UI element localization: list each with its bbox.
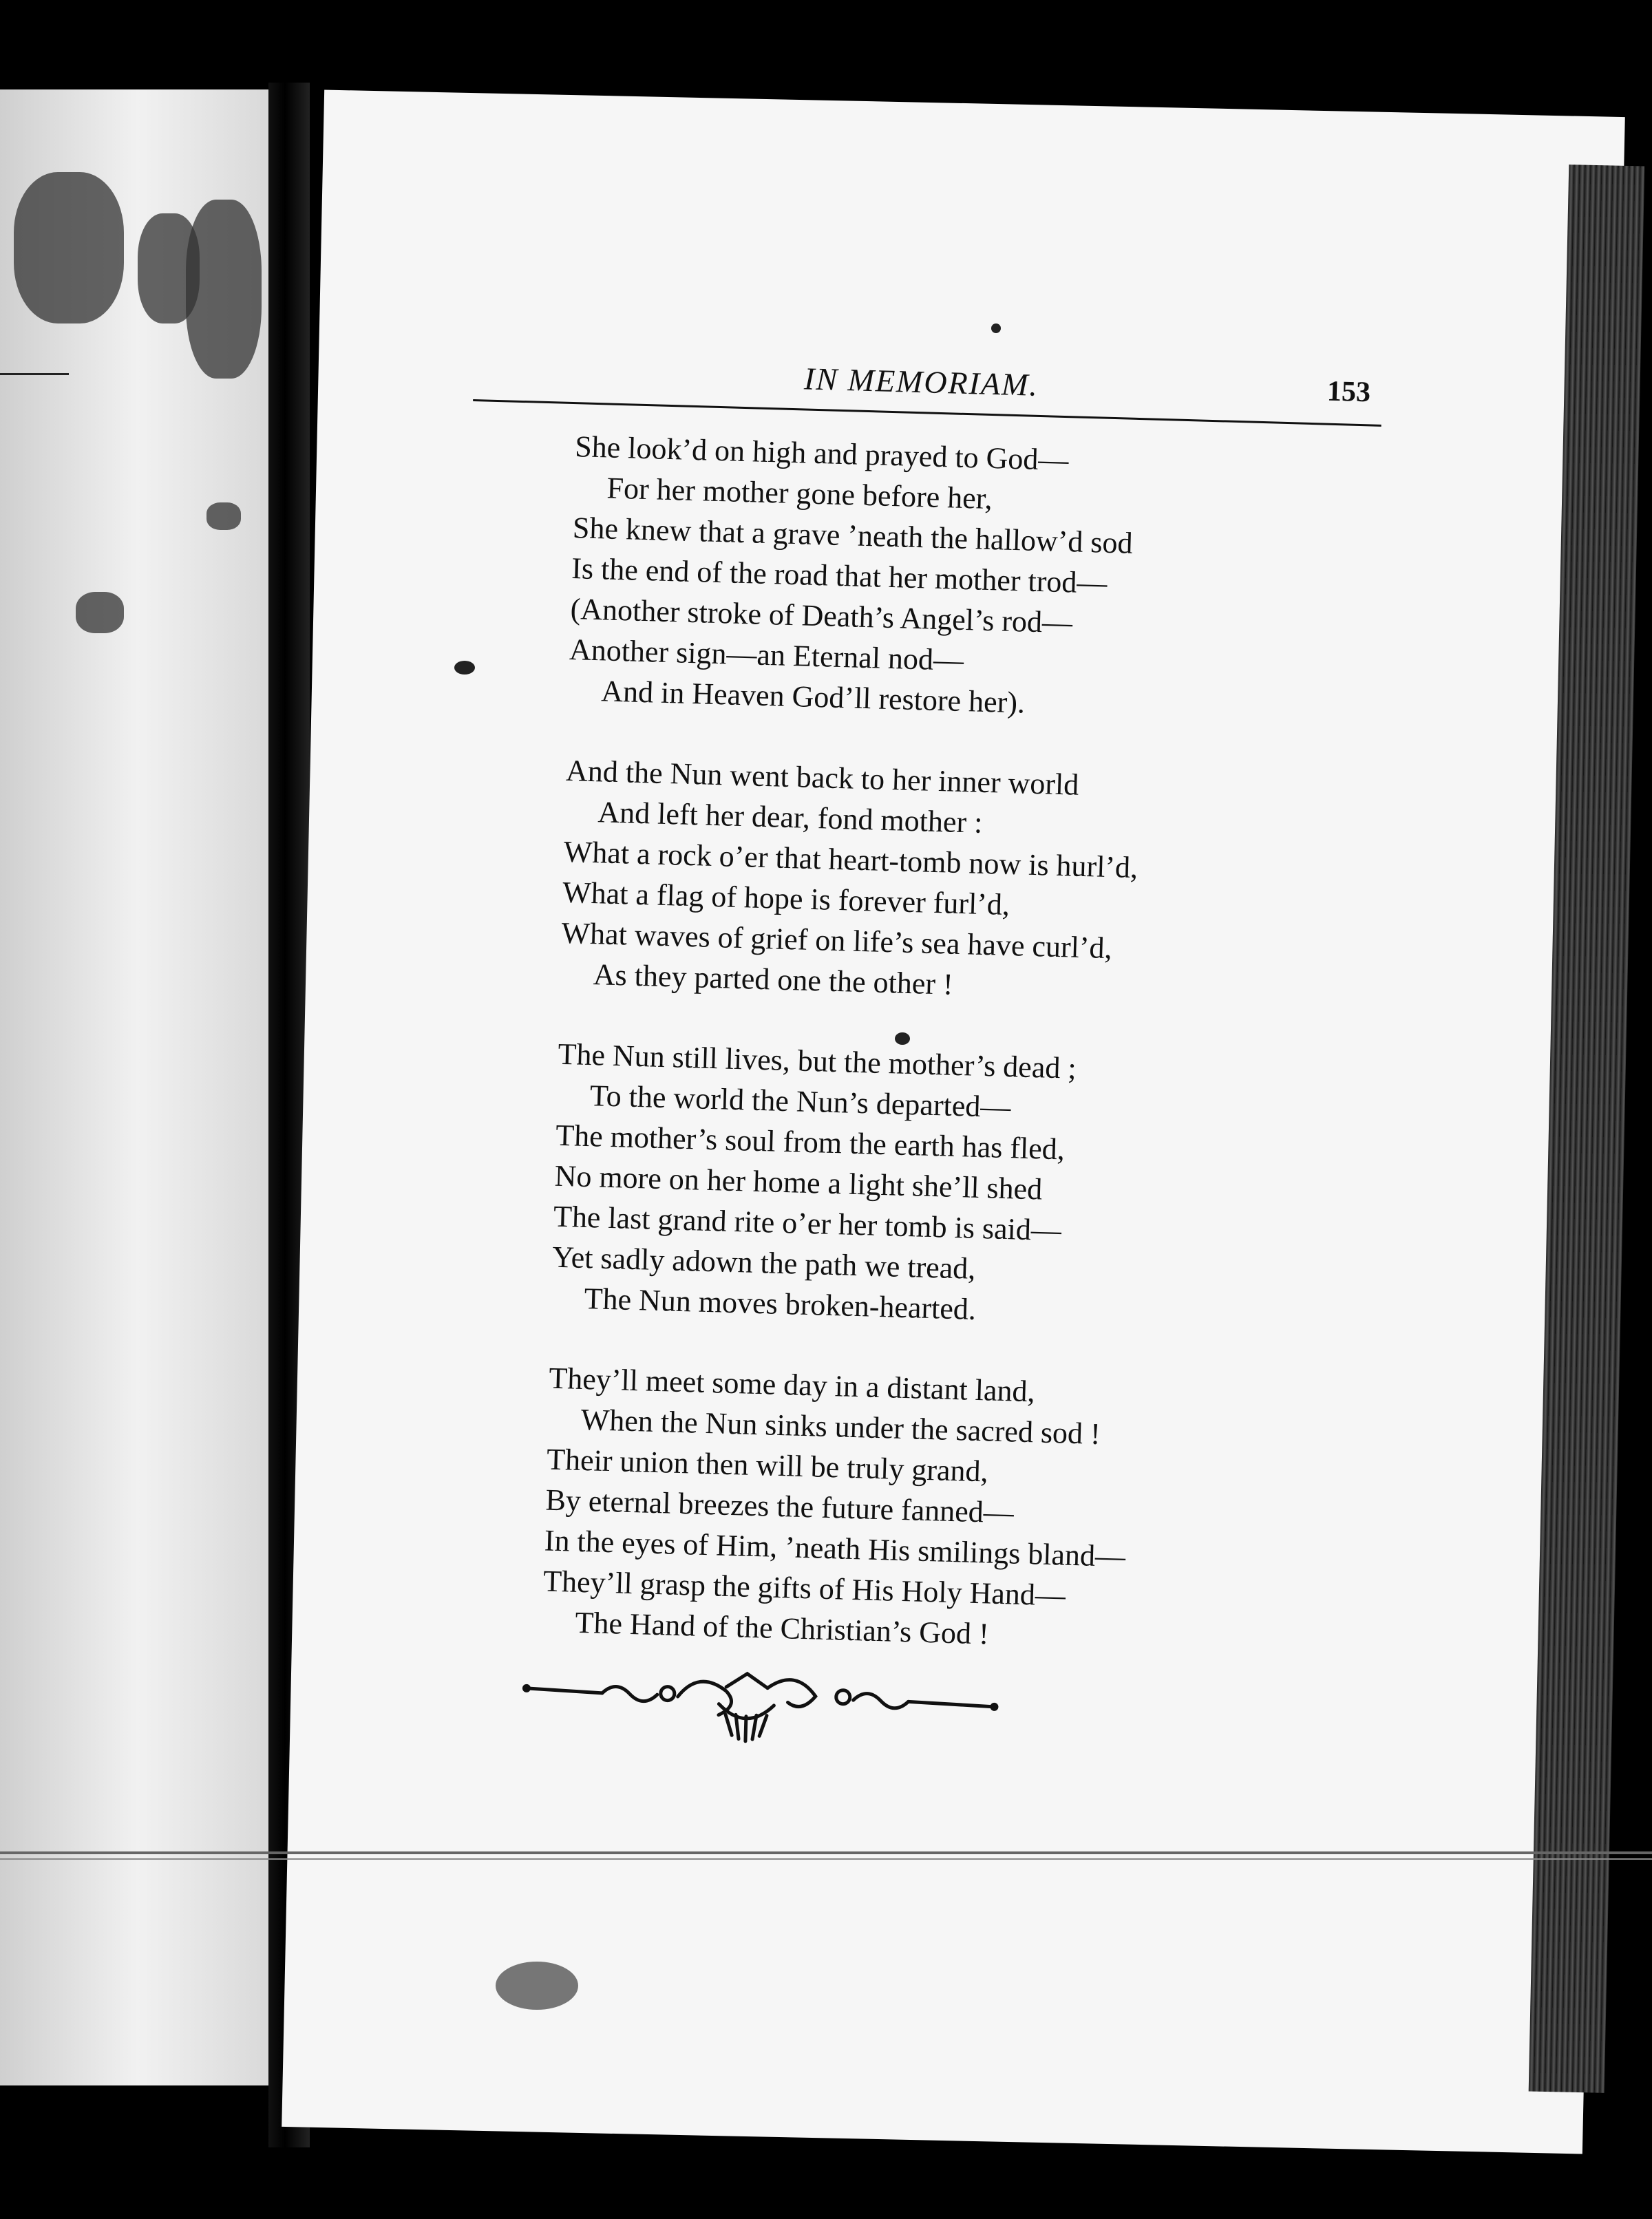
facing-page-rule (0, 373, 69, 375)
page-content (432, 330, 1411, 1911)
poem-line: What a flag of hope is forever furl’d, (562, 875, 1010, 922)
poem-line: To the world the Nun’s departed— (589, 1079, 1012, 1125)
poem-line: By eternal breezes the future fanned— (544, 1483, 1015, 1530)
poem-line: Another sign—an Eternal nod— (569, 633, 964, 678)
poem-line: And left her dear, fond mother : (597, 795, 984, 840)
poem-line: What waves of grief on life’s sea have curl’d, (560, 915, 1113, 966)
poem-line: Is the end of the road that her mother trod— (571, 551, 1108, 600)
page-stain (76, 592, 124, 633)
poem-line: The mother’s soul from the earth has fled, (555, 1118, 1066, 1167)
page-number: 153 (1326, 375, 1371, 409)
poem-line: When the Nun sinks under the sacred sod ! (580, 1402, 1101, 1451)
header-rule (473, 399, 1381, 427)
page-stain (14, 172, 124, 323)
stanza (560, 750, 1357, 1016)
poem-line: As they parted one the other ! (593, 957, 954, 1001)
poem-line: In the eyes of Him, ’neath His smilings bland— (544, 1523, 1126, 1574)
ink-speck (991, 323, 1001, 333)
running-head: IN MEMORIAM. (803, 361, 1039, 403)
page-stain (186, 200, 262, 379)
poem-line: (Another stroke of Death’s Angel’s rod— (570, 592, 1073, 640)
stanza (542, 1358, 1341, 1664)
ink-speck (496, 1962, 578, 2010)
poem-line: No more on her home a light she’ll shed (554, 1158, 1043, 1207)
poem-line: Their union then will be truly grand, (546, 1442, 989, 1489)
page-stain (206, 502, 241, 530)
poem-line: For her mother gone before her, (606, 471, 993, 516)
poem-line: Yet sadly adown the path we tread, (551, 1240, 976, 1286)
tailpiece-ornament (518, 1661, 1002, 1756)
poem (540, 426, 1367, 1703)
poem-line: She knew that a grave ’neath the hallow’d sod (572, 511, 1134, 560)
poem-line: The Nun still lives, but the mother’s dead ; (558, 1037, 1077, 1085)
poem-line: And in Heaven God’ll restore her). (600, 674, 1026, 720)
poem-line: They’ll grasp the gifts of His Holy Hand— (542, 1564, 1066, 1613)
poem-line: What a rock o’er that heart-tomb now is hurl’d, (563, 834, 1139, 885)
poem-line: They’ll meet some day in a distant land, (548, 1361, 1036, 1409)
poem-line: She look’d on high and prayed to God— (574, 429, 1070, 478)
poem-line: The Hand of the Christian’s God ! (574, 1605, 990, 1651)
poem-line: The Nun moves broken-hearted. (584, 1281, 977, 1326)
poem-line: And the Nun went back to her inner world (565, 753, 1079, 802)
facing-page-left (0, 89, 275, 2085)
stanza (551, 1034, 1350, 1340)
poem-line: The last grand rite o’er her tomb is said— (553, 1199, 1062, 1248)
stanza (568, 426, 1367, 732)
